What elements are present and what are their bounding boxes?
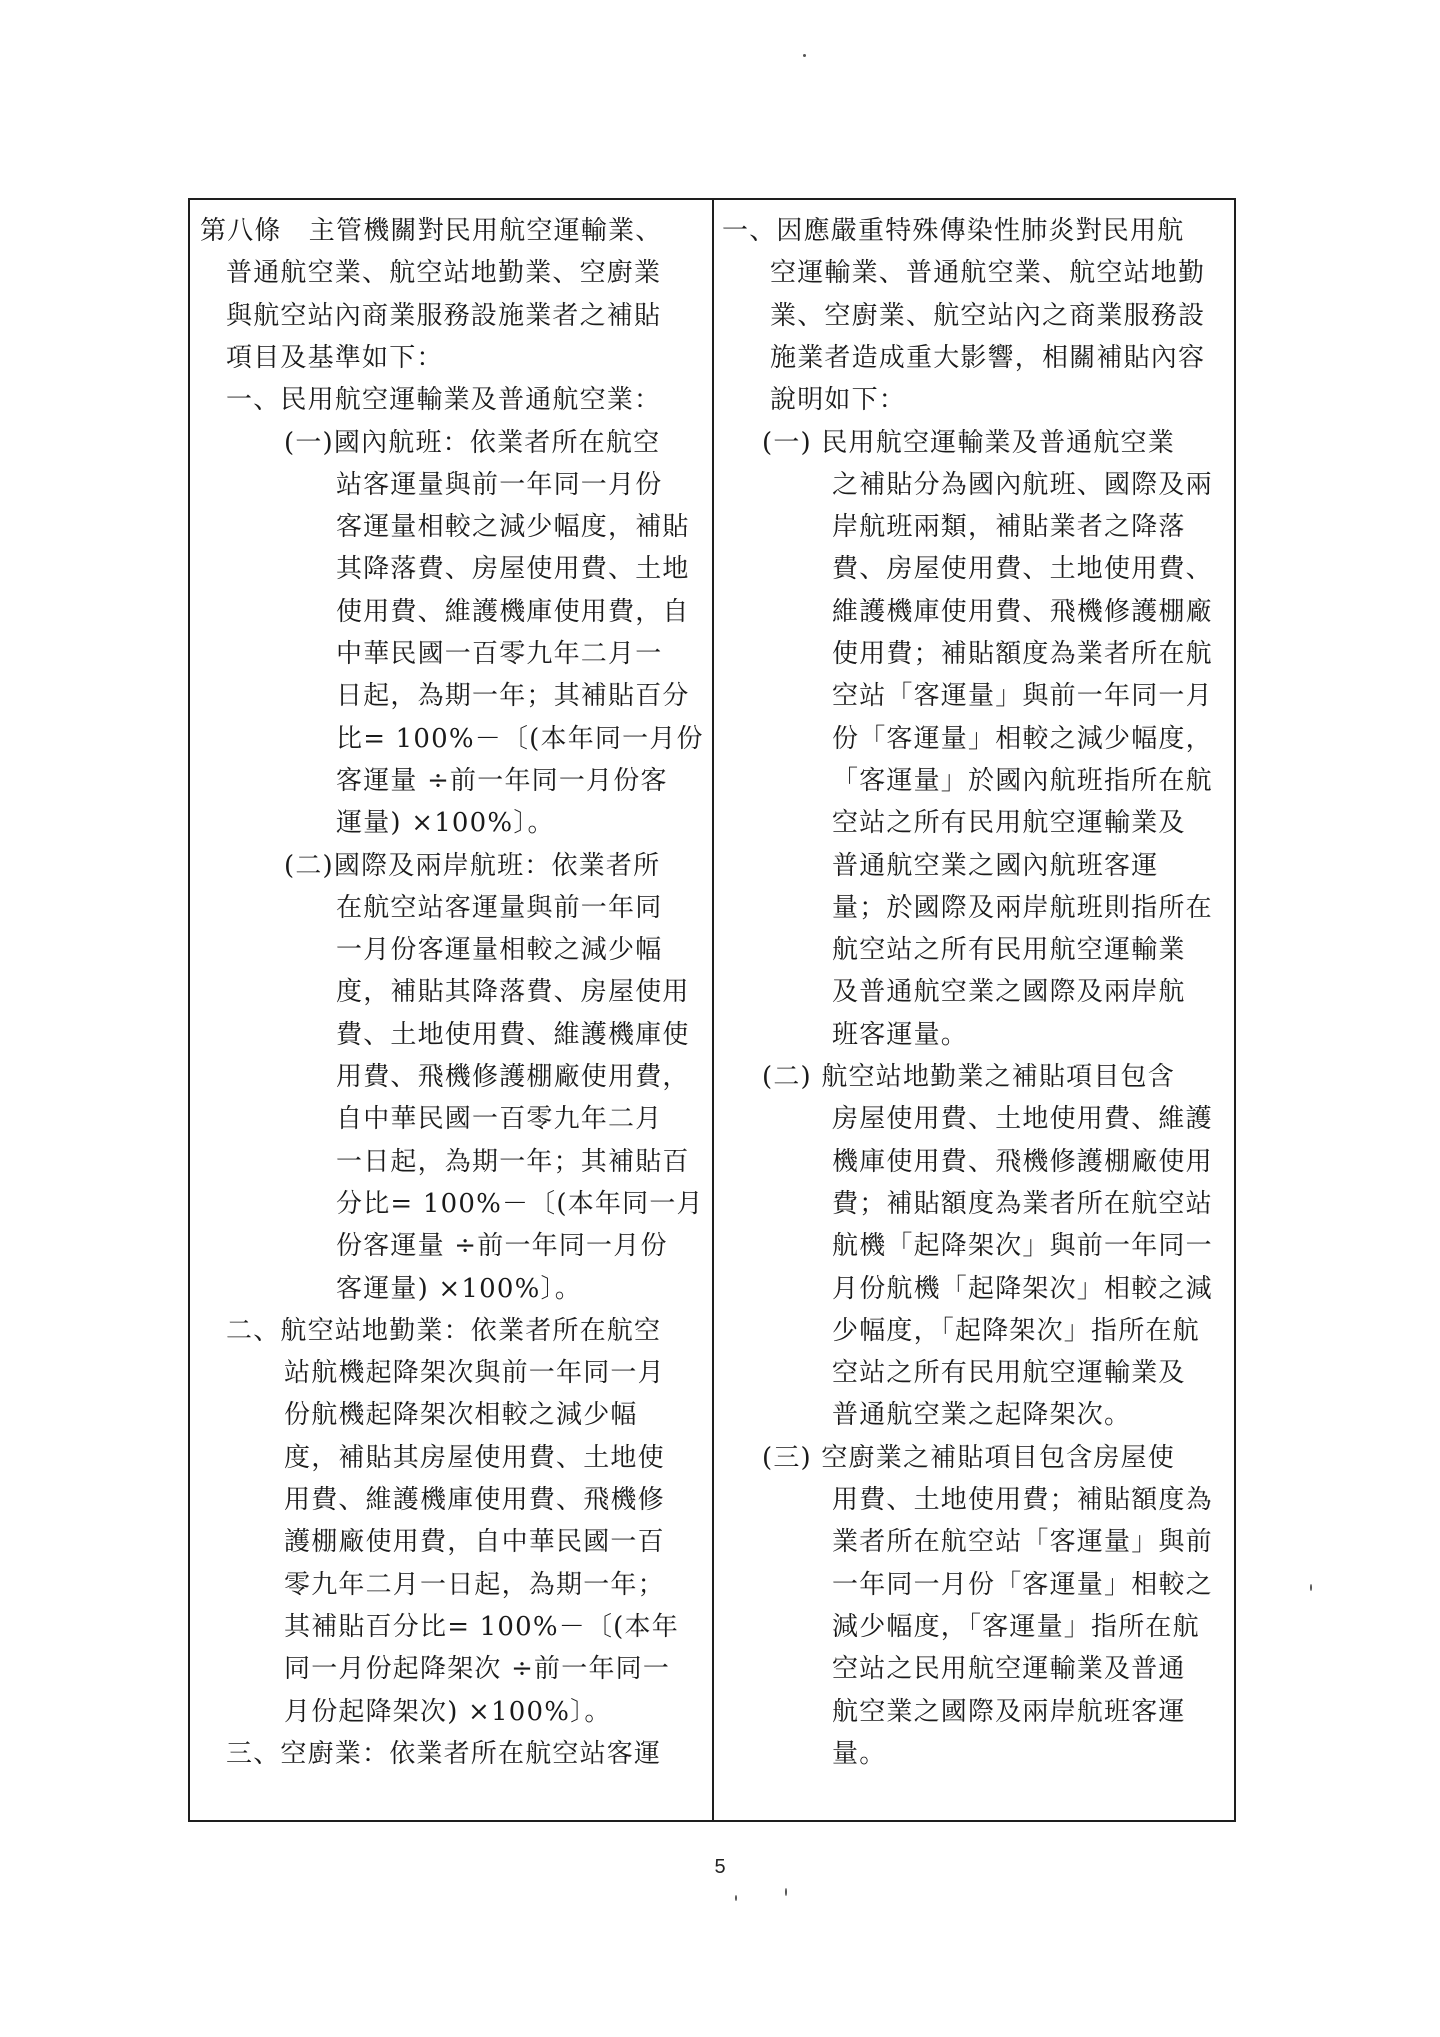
right-column-line: 航空業之國際及兩岸航班客運 xyxy=(832,1696,1186,1727)
scan-speck xyxy=(1310,1584,1312,1591)
scan-speck xyxy=(735,1895,737,1901)
left-column-line: 使用費、維護機庫使用費，自 xyxy=(336,596,690,627)
left-column-line: 三、空廚業：依業者所在航空站客運 xyxy=(226,1738,662,1769)
scan-speck xyxy=(785,1888,787,1896)
table-column-right xyxy=(714,200,1234,1820)
left-column-line: 護棚廠使用費，自中華民國一百 xyxy=(284,1527,665,1558)
right-column-line: (三) 空廚業之補貼項目包含房屋使 xyxy=(762,1442,1175,1473)
left-column-line: 用費、維護機庫使用費、飛機修 xyxy=(284,1485,665,1515)
right-column-line: 空站之所有民用航空運輸業及 xyxy=(832,1358,1186,1389)
right-column-line: 空站之所有民用航空運輸業及 xyxy=(832,808,1186,839)
scan-speck xyxy=(803,54,806,57)
right-column-line: 使用費；補貼額度為業者所在航 xyxy=(832,639,1213,669)
left-column-line: 其補貼百分比= 100%－〔(本年 xyxy=(284,1611,679,1642)
left-column-line: 比= 100%－〔(本年同一月份 xyxy=(336,723,704,754)
left-column-line: 與航空站內商業服務設施業者之補貼 xyxy=(226,300,662,331)
left-column-line: 度，補貼其降落費、房屋使用 xyxy=(336,977,690,1008)
right-column-line: 岸航班兩類，補貼業者之降落 xyxy=(832,512,1186,543)
left-column-line: 其降落費、房屋使用費、土地 xyxy=(336,554,690,585)
right-column-line: (二) 航空站地勤業之補貼項目包含 xyxy=(762,1062,1175,1092)
right-column-line: 「客運量」於國內航班指所在航 xyxy=(832,765,1213,796)
right-column-line: 普通航空業之起降架次。 xyxy=(832,1400,1132,1431)
right-column-line: 施業者造成重大影響，相關補貼內容 xyxy=(770,342,1206,373)
right-column-line: 房屋使用費、土地使用費、維護 xyxy=(832,1104,1213,1135)
left-column-line: 費、土地使用費、維護機庫使 xyxy=(336,1019,690,1050)
left-column-line: 站客運量與前一年同一月份 xyxy=(336,469,663,500)
right-column-line: 維護機庫使用費、飛機修護棚廠 xyxy=(832,596,1213,627)
left-column-line: (二)國際及兩岸航班：依業者所 xyxy=(284,850,661,881)
right-column-line: 機庫使用費、飛機修護棚廠使用 xyxy=(832,1146,1213,1177)
left-column-line: 項目及基準如下： xyxy=(226,342,444,373)
right-column-line: (一) 民用航空運輸業及普通航空業 xyxy=(762,427,1175,458)
left-column-line: 普通航空業、航空站地勤業、空廚業 xyxy=(226,258,662,289)
right-column-line: 之補貼分為國內航班、國際及兩 xyxy=(832,469,1213,500)
left-column-line: 中華民國一百零九年二月一 xyxy=(336,639,663,669)
comparison-table xyxy=(188,198,1236,1822)
right-column-line: 費；補貼額度為業者所在航空站 xyxy=(832,1188,1213,1219)
right-column-line: 空站之民用航空運輸業及普通 xyxy=(832,1654,1186,1685)
left-column-line: 一日起，為期一年；其補貼百 xyxy=(336,1146,690,1177)
right-column-line: 份「客運量」相較之減少幅度， xyxy=(832,723,1213,754)
left-column-line: 份航機起降架次相較之減少幅 xyxy=(284,1400,638,1431)
right-column-line: 月份航機「起降架次」相較之減 xyxy=(832,1273,1213,1304)
right-column-line: 量。 xyxy=(832,1738,887,1769)
right-column-line: 空運輸業、普通航空業、航空站地勤 xyxy=(770,258,1206,289)
left-column-line: 零九年二月一日起，為期一年； xyxy=(284,1569,665,1600)
right-column-line: 業、空廚業、航空站內之商業服務設 xyxy=(770,300,1206,331)
right-column-line: 航機「起降架次」與前一年同一 xyxy=(832,1231,1213,1262)
left-column-line: 客運量相較之減少幅度，補貼 xyxy=(336,512,690,543)
left-column-line: 客運量) ×100%〕。 xyxy=(336,1273,582,1304)
left-column-line: 分比= 100%－〔(本年同一月 xyxy=(336,1188,704,1219)
left-column-line: 第八條 主管機關對民用航空運輸業、 xyxy=(200,216,663,246)
left-column-line: 份客運量 ÷前一年同一月份 xyxy=(336,1231,668,1262)
left-column-line: 站航機起降架次與前一年同一月 xyxy=(284,1358,665,1389)
left-column-line: 自中華民國一百零九年二月 xyxy=(336,1104,663,1135)
left-column-line: 一月份客運量相較之減少幅 xyxy=(336,935,663,966)
left-column-line: 用費、飛機修護棚廠使用費， xyxy=(336,1062,690,1092)
left-column-line: 一、民用航空運輸業及普通航空業： xyxy=(226,385,662,416)
left-column-line: 同一月份起降架次 ÷前一年同一 xyxy=(284,1654,671,1685)
left-column-line: 二、航空站地勤業：依業者所在航空 xyxy=(226,1315,662,1346)
right-column-line: 班客運量。 xyxy=(832,1019,969,1050)
right-column-line: 量；於國際及兩岸航班則指所在 xyxy=(832,892,1213,923)
right-column-line: 少幅度，「起降架次」指所在航 xyxy=(832,1315,1200,1346)
right-column-line: 普通航空業之國內航班客運 xyxy=(832,850,1159,881)
left-column-line: (一)國內航班：依業者所在航空 xyxy=(284,427,661,458)
right-column-line: 及普通航空業之國際及兩岸航 xyxy=(832,977,1186,1008)
right-column-line: 用費、土地使用費；補貼額度為 xyxy=(832,1485,1213,1515)
left-column-line: 運量) ×100%〕。 xyxy=(336,808,555,839)
left-column-line: 客運量 ÷前一年同一月份客 xyxy=(336,765,668,796)
right-column-line: 空站「客運量」與前一年同一月 xyxy=(832,681,1213,712)
left-column-line: 日起，為期一年；其補貼百分 xyxy=(336,681,690,712)
left-column-line: 在航空站客運量與前一年同 xyxy=(336,892,663,923)
right-column-line: 一、因應嚴重特殊傳染性肺炎對民用航 xyxy=(722,216,1185,246)
right-column-line: 費、房屋使用費、土地使用費、 xyxy=(832,554,1213,585)
page-number: 5 xyxy=(714,1856,726,1878)
right-column-line: 減少幅度，「客運量」指所在航 xyxy=(832,1611,1200,1642)
left-column-line: 度，補貼其房屋使用費、土地使 xyxy=(284,1442,665,1473)
table-column-left xyxy=(190,200,714,1820)
right-column-line: 航空站之所有民用航空運輸業 xyxy=(832,935,1186,966)
right-column-line: 說明如下： xyxy=(770,385,907,416)
right-column-line: 一年同一月份「客運量」相較之 xyxy=(832,1569,1213,1600)
right-column-line: 業者所在航空站「客運量」與前 xyxy=(832,1527,1213,1558)
left-column-line: 月份起降架次) ×100%〕。 xyxy=(284,1696,612,1727)
